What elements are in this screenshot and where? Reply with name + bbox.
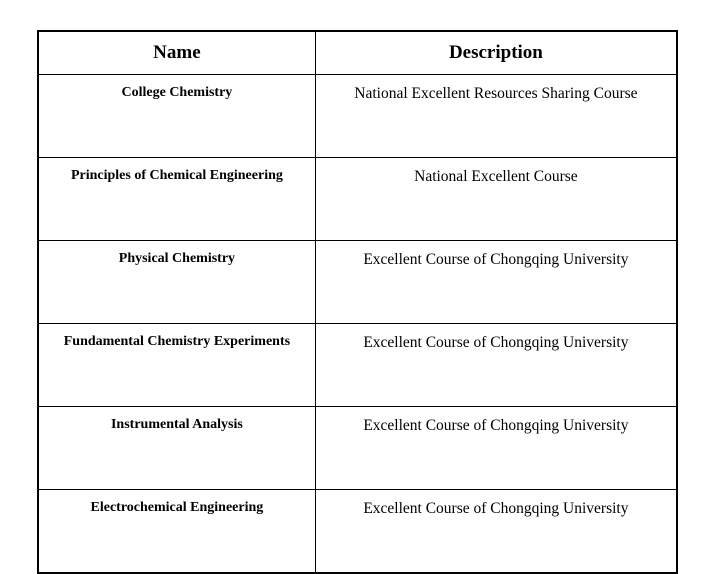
table-row <box>38 324 677 407</box>
header-row <box>38 31 677 75</box>
course-description-cell: Excellent Course of Chongqing University <box>315 407 677 490</box>
course-name-cell: Instrumental Analysis <box>38 407 315 490</box>
course-table-header <box>38 31 677 75</box>
course-table <box>37 30 678 574</box>
course-table-body <box>38 75 677 574</box>
course-description-cell: National Excellent Course <box>315 158 677 241</box>
course-description-cell: Excellent Course of Chongqing University <box>315 490 677 574</box>
column-header-name: Name <box>38 31 315 75</box>
course-description-cell: Excellent Course of Chongqing University <box>315 241 677 324</box>
course-name-cell: Electrochemical Engineering <box>38 490 315 574</box>
course-name-cell: Physical Chemistry <box>38 241 315 324</box>
course-description-cell: National Excellent Resources Sharing Course <box>315 75 677 158</box>
column-header-description: Description <box>315 31 677 75</box>
table-row <box>38 490 677 574</box>
table-row <box>38 407 677 490</box>
course-name-cell: Fundamental Chemistry Experiments <box>38 324 315 407</box>
table-row <box>38 241 677 324</box>
course-description-cell: Excellent Course of Chongqing University <box>315 324 677 407</box>
table-row <box>38 75 677 158</box>
table-row <box>38 158 677 241</box>
course-name-cell: College Chemistry <box>38 75 315 158</box>
course-name-cell: Principles of Chemical Engineering <box>38 158 315 241</box>
